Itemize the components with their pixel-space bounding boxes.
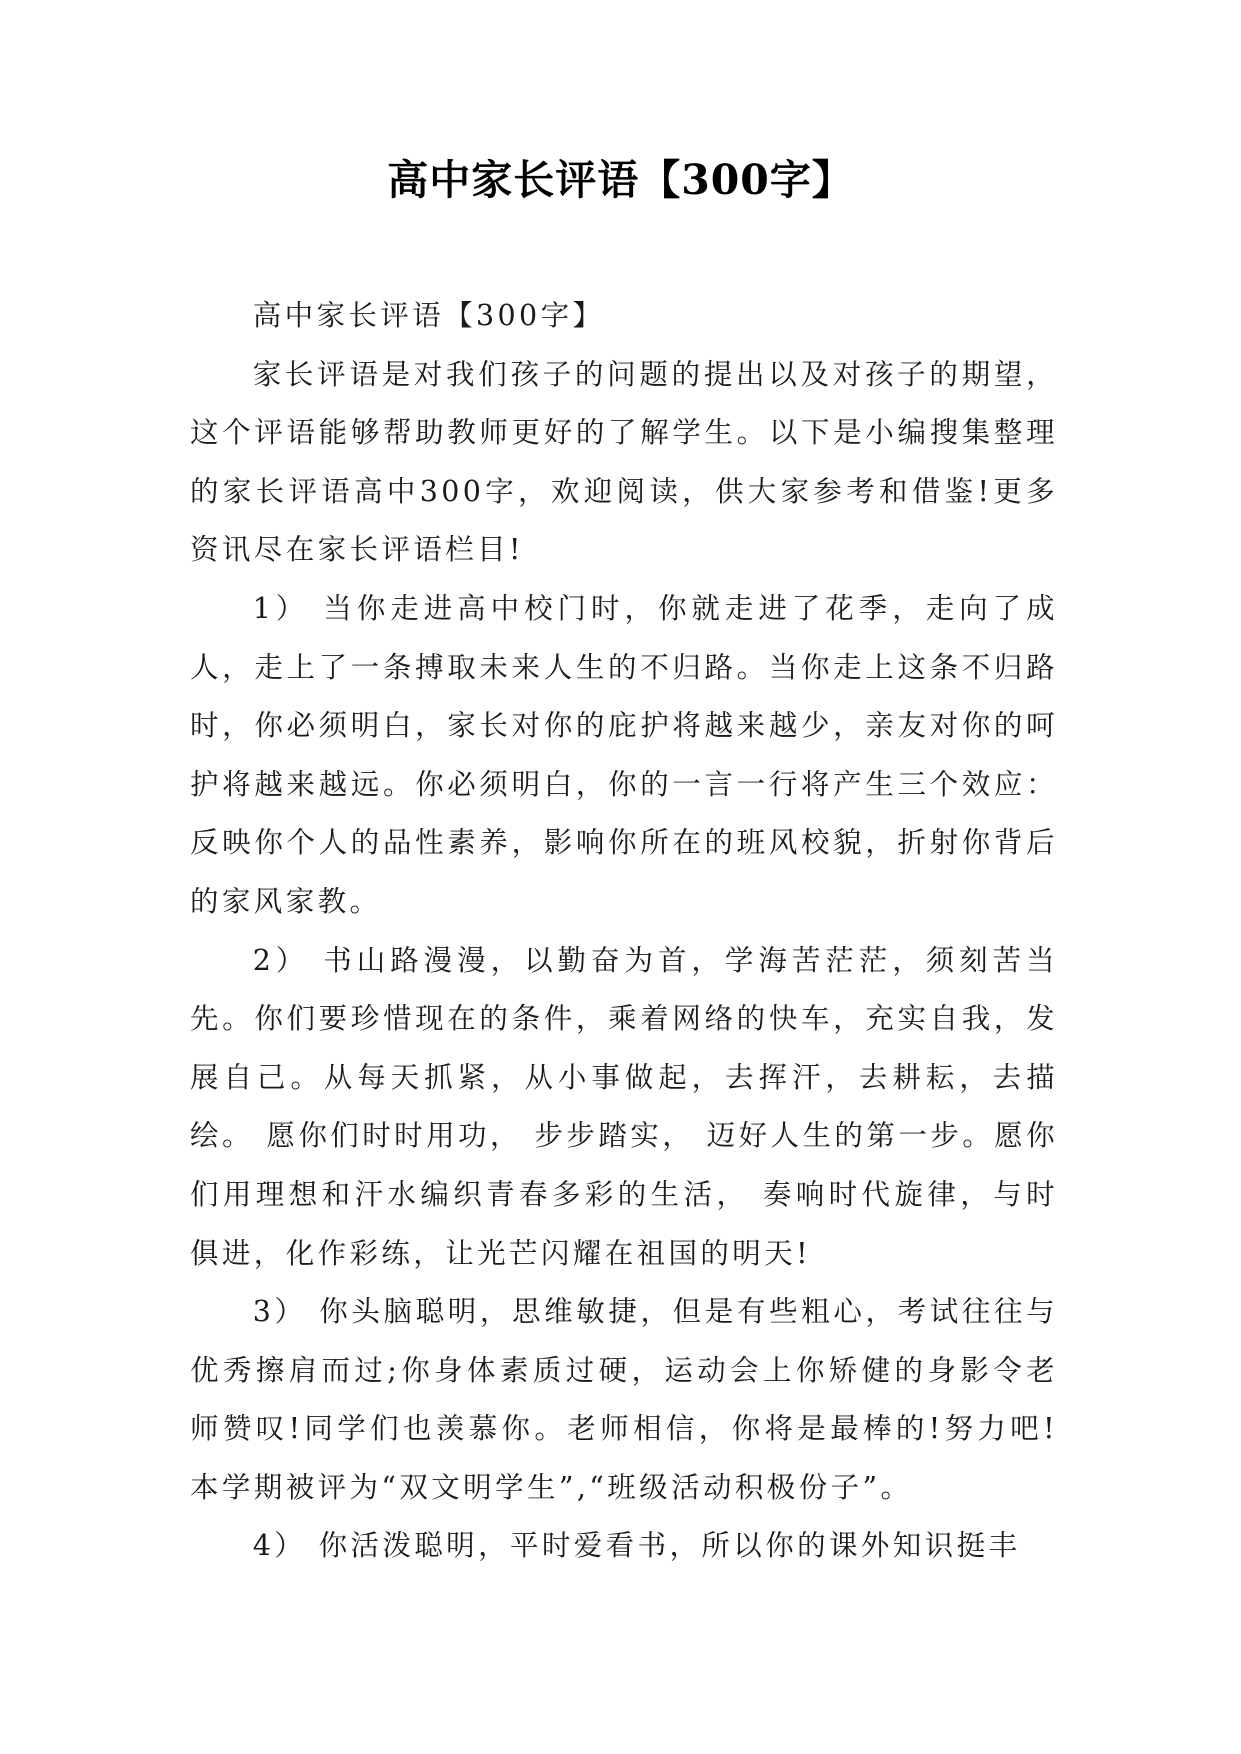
- paragraph-item-4: 4） 你活泼聪明，平时爱看书，所以你的课外知识挺丰: [252, 1529, 1021, 1563]
- paragraph-intro: 家长评语是对我们孩子的问题的提出以及对孩子的期望，这个评语能够帮助教师更好的了解学生。以下是小编搜集整理的家长评语高中300字，欢迎阅读，供大家参考和借鉴!更多资讯尽在家长评语栏目!: [190, 357, 1058, 567]
- document-body: [190, 287, 1058, 1576]
- paragraph-item-3: 3） 你头脑聪明，思维敏捷，但是有些粗心，考试往往与优秀擦肩而过;你身体素质过硬，运动会上你矫健的身影令老师赞叹!同学们也羡慕你。老师相信，你将是最棒的!努力吧!本学期被评为“双文明学生”,“班级活动积极份子”。: [190, 1295, 1058, 1504]
- paragraph-item-1: 1） 当你走进高中校门时，你就走进了花季，走向了成人，走上了一条搏取未来人生的不归路。当你走上这条不归路时，你必须明白，家长对你的庇护将越来越少，亲友对你的呵护将越来越远。你必须明白，你的一言一行将产生三个效应：反映你个人的品性素养，影响你所在的班风校貌，折射你背后的家风家教。: [190, 591, 1058, 918]
- paragraph-subtitle: 高中家长评语【300字】: [252, 299, 605, 332]
- document-title: 高中家长评语【300字】: [387, 156, 854, 204]
- paragraph-item-2: 2） 书山路漫漫，以勤奋为首，学海苦茫茫，须刻苦当先。你们要珍惜现在的条件，乘着网络的快车，充实自我，发展自己。从每天抓紧，从小事做起，去挥汗，去耕耘，去描绘。 愿你们时时用功， 步步踏实， 迈好人生的第一步。愿你们用理想和汗水编织青春多彩的生活， 奏响时代旋律，与时俱进，化作彩练，让光芒闪耀在祖国的明天!: [190, 943, 1058, 1270]
